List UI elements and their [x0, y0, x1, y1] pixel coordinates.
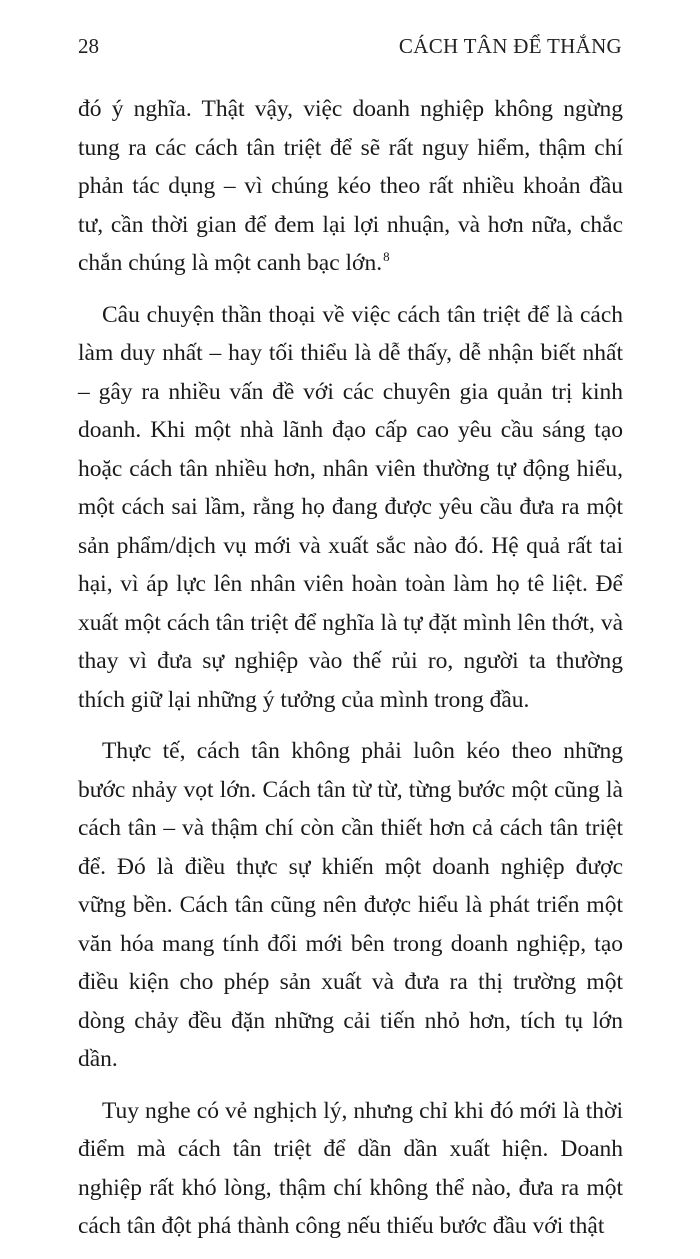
paragraph: Thực tế, cách tân không phải luôn kéo theo những bước nhảy vọt lớn. Cách tân từ từ, từng bước một cũng là cách tân – và thậm chí còn cần thiết hơn cả cách tân triệt để. Đó là điều thực sự khiến một doanh nghiệp được vững bền. Cách tân cũng nên được hiểu là phát triển một văn hóa mang tính đổi mới bên trong doanh nghiệp, tạo điều kiện cho phép sản xuất và đưa ra thị trường một dòng chảy đều đặn những cải tiến nhỏ hơn, tích tụ lớn dần.	[78, 738, 623, 1072]
paragraph-continued	[78, 90, 623, 283]
paragraph-text: đó ý nghĩa. Thật vậy, việc doanh nghiệp không ngừng tung ra các cách tân triệt để sẽ rất nguy hiểm, thậm chí phản tác dụng – vì chúng kéo theo rất nhiều khoản đầu tư, cần thời gian để đem lại lợi nhuận, và hơn nữa, chắc chắn chúng là một canh bạc lớn.	[78, 96, 623, 276]
footnote-reference: 8	[383, 249, 390, 265]
body-text	[78, 90, 623, 1259]
paragraph: Câu chuyện thần thoại về việc cách tân triệt để là cách làm duy nhất – hay tối thiểu là dễ thấy, dễ nhận biết nhất – gây ra nhiều vấn đề với các chuyên gia quản trị kinh doanh. Khi một nhà lãnh đạo cấp cao yêu cầu sáng tạo hoặc cách tân nhiều hơn, nhân viên thường tự động hiểu, một cách sai lầm, rằng họ đang được yêu cầu đưa ra một sản phẩm/dịch vụ mới và xuất sắc nào đó. Hệ quả rất tai hại, vì áp lực lên nhân viên hoàn toàn làm họ tê liệt. Để xuất một cách tân triệt để nghĩa là tự đặt mình lên thớt, và thay vì đưa sự nghiệp vào thế rủi ro, người ta thường thích giữ lại những ý tưởng của mình trong đầu.	[78, 301, 623, 713]
running-header	[78, 34, 622, 62]
paragraph-truncated: Tuy nghe có vẻ nghịch lý, nhưng chỉ khi đó mới là thời điểm mà cách tân triệt để dần dần xuất hiện. Doanh nghiệp rất khó lòng, thậm chí không thể nào, đưa ra một cách tân đột phá thành công nếu thiếu bước đầu với thật	[78, 1097, 623, 1239]
page-number: 28	[78, 34, 99, 58]
running-title: CÁCH TÂN ĐỂ THẮNG	[398, 34, 622, 58]
